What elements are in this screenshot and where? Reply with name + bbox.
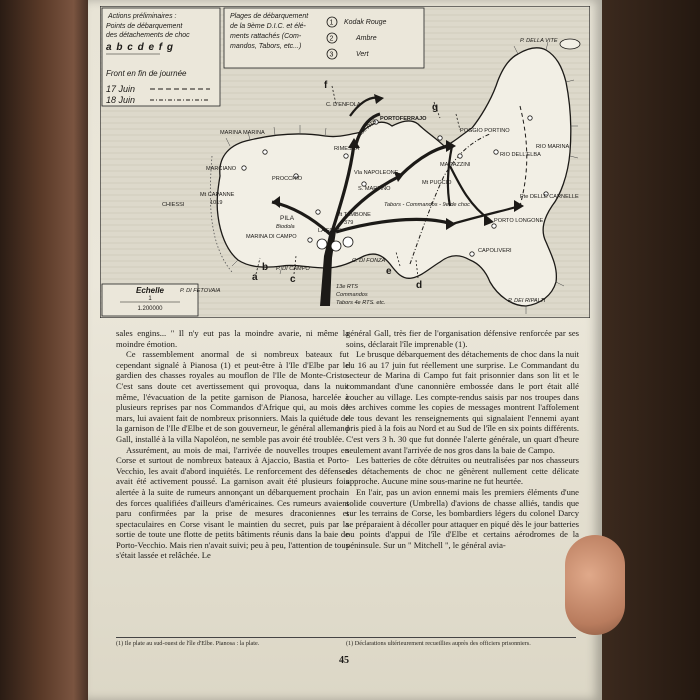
islet [560, 39, 580, 49]
place-c-enfola: C. D'ENFOLA [326, 102, 361, 108]
map-svg [100, 6, 590, 318]
hand-background [0, 0, 92, 700]
place-bottom-label-2: Commandos [336, 292, 368, 298]
paragraph: Le brusque débarquement des détachements de choc dans la nuit du 16 au 17 juin fut réellement une surprise. Le Commandant du secteur de Marina di Campo fut fait prisonnier dans son lit et le commandant d'une canonnière embossée dans le port était allé coucher au village. Les compte-rendus saisis par nos troupes dans les archives comme les copies de messages montrent l'affolement de tous devant les renseignements qui signalaient l'ennemi ayant pris pied à la fois au Nord et au Sud de l'île en six points différents. C'est vers 3 h. 30 que fut donnée l'alerte générale, un quart d'heure seulement avant l'arrivée de nos gros dans la baie de Campo. [346, 349, 579, 455]
legend-beach3-name: Vert [356, 51, 369, 58]
place-napoleone: Vla NAPOLEONE [354, 170, 399, 176]
place-p-dei-ripalti: P. DEI RIPALTI [508, 298, 546, 304]
place-rio-dellelba: RIO DELL'ELBA [500, 152, 541, 158]
paragraph: général Gall, très fier de l'organisation défensive renforcée par ses soins, déclarait l'île imprenable (1). [346, 328, 579, 349]
legend-beach1-name: Kodak Rouge [344, 19, 387, 26]
legend-front-18-label: 18 Juin [106, 95, 136, 105]
scale-label: Echelle [135, 286, 165, 295]
place-c-di-fonza: C. DI FONZA [352, 258, 386, 264]
place-porto-longone: PORTO LONGONE [494, 218, 544, 224]
thumb [565, 535, 625, 635]
paragraph: Les batteries de côte détruites ou neutralisées par nos chasseurs des détachements de choc ne gênèrent nullement cette délicate approche. Aucune mine sous-marine ne fut heurtée. [346, 455, 579, 487]
letter-b: b [262, 262, 269, 273]
place-tambone-alt: 379 [344, 220, 354, 226]
place-s-martino: S. MARTINO [358, 186, 391, 192]
place-arts13: 13e RTS [357, 118, 379, 138]
place-poggio-portino: POGGIO PORTINO [460, 128, 510, 134]
paragraph: Assurément, au mois de mai, l'arrivée de nouvelles troupes en Corse et surtout de nombreux bateaux à Ajaccio, Bastia et Porto-Vecchio, les avait d'abord inquiétés. Le renforcement des défenses avait été activement poussé. La garnison avait été plusieurs fois alertée à la suite de rumeurs annonçant un débarquement prochain des forces qualifiées d'ailleurs d'américaines. Ces rumeurs avaient paru confirmées par la prise de mesures draconiennes et spectaculaires en Corse visant le maintien du secret, puis par la sortie de toute une flotte de petits bâtiments réunis dans la baie de Porto-Vecchio. Mais rien n'avait suivi; peu à peu, l'attention de tous s'était lassée et relâchée. Le [116, 444, 349, 561]
place-chiessi: CHIESSI [162, 202, 185, 208]
legend-actions-sub1: Points de débarquement [106, 23, 183, 30]
letter-f: f [324, 80, 328, 91]
place-p-della-vite: P. DELLA VITE [520, 38, 558, 44]
paragraph: Ce rassemblement anormal de si nombreux bateaux fut cependant signalé à Pianosa (1) et peut-être à l'Ile d'Elbe par le gardien des chasses royales au mouflon de l'Ile de Monte-Cristo. C'est sans doute cet avertissement qui provoqua, dans la nuit même, l'évacuation de la petite garnison de Pianosa, harcelée à plusieurs reprises par nos Commandos d'Afrique qui, au mois de mars, lui avaient fait de nombreux prisonniers. Mais la quiétude de la garnison de l'Ile d'Elbe et de son gouverneur, le général allemand Gall, installé à la villa Napoléon, ne semble pas avoir été troublée. [116, 349, 349, 444]
letter-g: g [432, 102, 439, 113]
place-magazzini: MAGAZZINI [440, 162, 471, 168]
place-capanne-alt: 1019 [210, 200, 223, 206]
place-marina-marina: MARINA MARINA [220, 130, 265, 136]
scale-denominator: 1.200000 [137, 306, 163, 312]
legend-front-title: Front en fin de journée [106, 69, 187, 78]
place-pte-carnelle: Pte DELLE CARNELLE [520, 194, 579, 200]
place-procchio: PROCCHIO [272, 176, 303, 182]
place-portoferrajo: PORTOFERRAJO [380, 116, 427, 122]
legend-actions-sub2: des détachements de choc [106, 32, 190, 39]
place-la-foce: LA FOCE [318, 228, 342, 234]
letter-d: d [416, 280, 423, 291]
place-marina-di-campo: MARINA DI CAMPO [246, 234, 297, 240]
place-mt-puccio: Mt PUCCIO [422, 180, 452, 186]
place-bottom-label-3: Tabors 4e RTS. etc. [336, 300, 386, 306]
place-tabors-commandos: Tabors - Commandos - 9e de choc [384, 202, 470, 208]
place-mt-tambone: Mt TAMBONE [336, 212, 371, 218]
legend-beaches-title-2: de la 9ème D.I.C. et élé- [230, 23, 306, 30]
paragraph: En l'air, pas un avion ennemi mais les premiers éléments d'une solide couverture (Umbrella) d'avions de chasse alliés, tandis que sur les terrains de Corse, les bombardiers légers du colonel Darcy se préparaient à décoller pour attaquer en piqué dès le jour batteries ou points d'appui de l'île d'Elbe et certains aérodromes de la péninsule. Sur un " Mitchell ", le général avia- [346, 486, 579, 550]
legend-beach1-num: 1 [329, 19, 334, 27]
place-p-di-fetovaia: P. DI FETOVAIA [180, 288, 221, 294]
footnote-left: (1) Ile plate au sud-ouest de l'île d'Elbe. Pianosa : la plate. [116, 637, 346, 647]
legend-actions-title: Actions préliminaires : [108, 13, 177, 20]
page-number: 45 [339, 655, 349, 666]
footnote-right: (1) Déclarations ultérieurement recueillies auprès des officiers prisonniers. [346, 637, 576, 647]
paragraph: sales engins... " Il n'y eut pas la moindre avarie, ni même la moindre émotion. [116, 328, 349, 349]
legend-beaches-title-4: mandos, Tabors, etc...) [230, 43, 302, 50]
place-capoliveri: CAPOLIVERI [478, 248, 512, 254]
legend-beach2-name: Ambre [356, 35, 377, 42]
place-capanne: Mt CAPANNE [200, 192, 235, 198]
legend-actions-letters: a b c d e f g [106, 42, 175, 53]
scale-numerator: 1 [148, 296, 152, 302]
legend-beaches-title-1: Plages de débarquement [230, 13, 309, 20]
text-column-left [116, 328, 349, 561]
letter-a: a [252, 272, 258, 283]
place-bottom-label-1: 13e RTS [336, 284, 358, 290]
place-rimessa: RIMESSA [334, 146, 360, 152]
legend-beach2-num: 2 [329, 35, 334, 43]
legend-front-17-label: 17 Juin [106, 84, 136, 94]
place-rio-marina: RIO MARINA [536, 144, 570, 150]
legend-beaches-title-3: ments rattachés (Com- [230, 33, 302, 40]
letter-c: c [290, 274, 296, 285]
place-p-di-campo: P. DI CAMPO [276, 266, 310, 272]
place-marciano: MARCIANO [206, 166, 237, 172]
letter-e: e [386, 266, 392, 277]
legend-beach3-num: 3 [329, 51, 334, 59]
elba-landing-map [100, 6, 590, 318]
place-pila: PILA [280, 215, 295, 222]
text-column-right [346, 328, 579, 550]
book-page [88, 0, 602, 700]
place-biodola: Biodola [276, 224, 295, 230]
